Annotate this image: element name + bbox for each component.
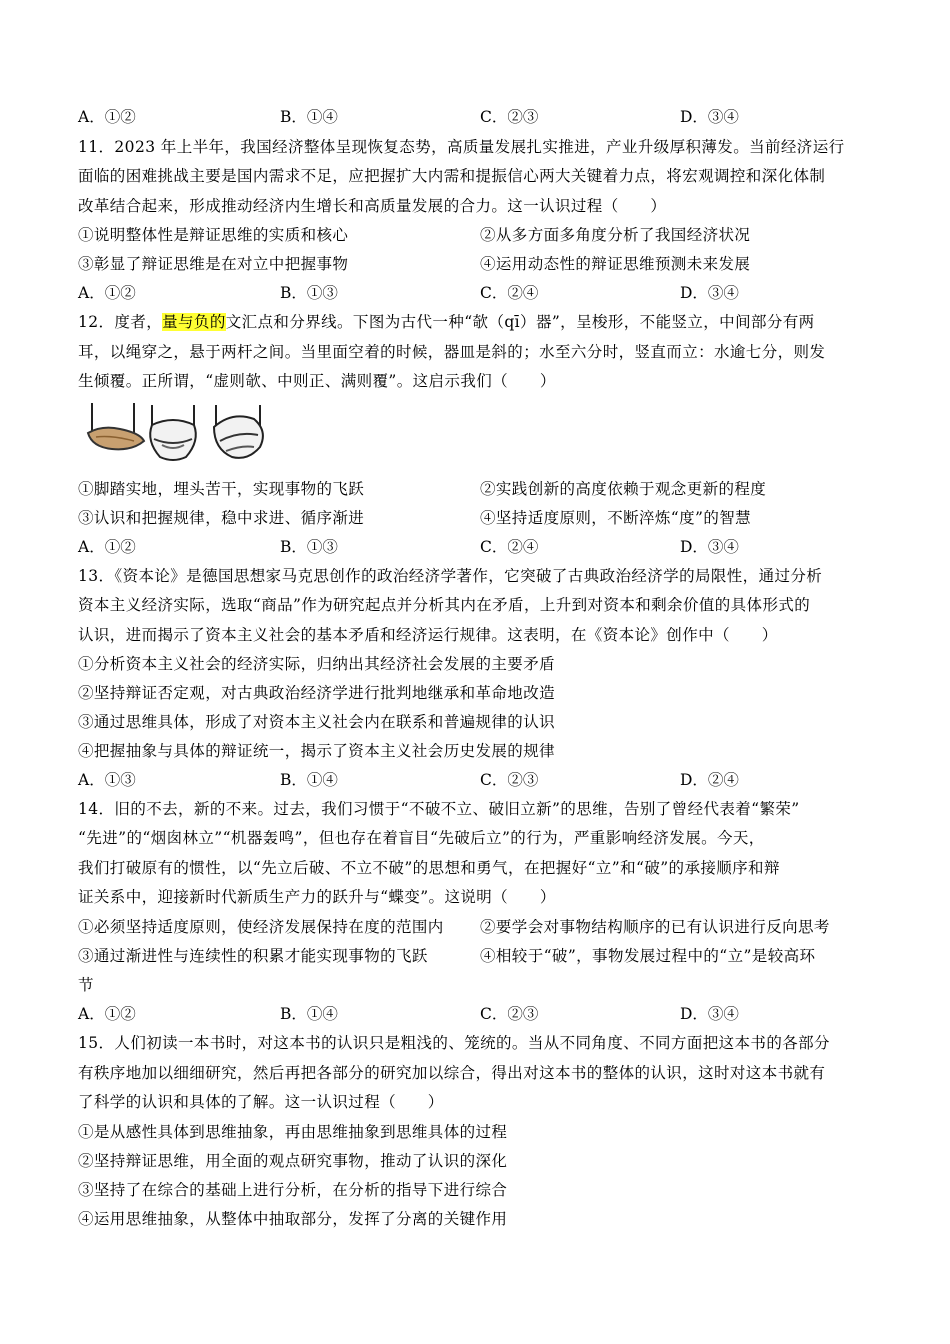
q12-option-1: ①脚踏实地，埋头苦干，实现事物的飞跃 <box>78 480 365 498</box>
q13-option-1: ①分析资本主义社会的经济实际，归纳出其经济社会发展的主要矛盾 <box>78 655 556 673</box>
q10-answer-c[interactable]: C．②③ <box>480 108 539 126</box>
q13-option-4: ④把握抽象与具体的辩证统一，揭示了资本主义社会历史发展的规律 <box>78 742 556 760</box>
vessel-full-overturned <box>214 405 263 458</box>
q14-options-row-1 <box>78 917 878 937</box>
q11-option-4: ④运用动态性的辩证思维预测未来发展 <box>480 255 751 273</box>
q13-answer-b[interactable]: B．①④ <box>280 771 338 789</box>
q12-answer-row <box>78 537 878 557</box>
q12-answer-b[interactable]: B．①③ <box>280 538 338 556</box>
vessel-half-upright <box>150 405 196 460</box>
q15-option-2: ②坚持辩证思维，用全面的观点研究事物，推动了认识的深化 <box>78 1152 508 1170</box>
q11-answer-c[interactable]: C．②④ <box>480 284 539 302</box>
q11-stem-line-1: 11．2023 年上半年，我国经济整体呈现恢复态势，高质量发展扎实推进，产业升级厚积薄发。当前经济运行 <box>78 138 845 156</box>
q12-answer-d[interactable]: D．③④ <box>680 538 739 556</box>
q15-option-4: ④运用思维抽象，从整体中抽取部分，发挥了分离的关键作用 <box>78 1210 508 1228</box>
q11-stem-line-2: 面临的困难挑战主要是国内需求不足，应把握扩大内需和提振信心两大关键着力点，将宏观调控和深化体制 <box>78 167 826 185</box>
q14-answer-c[interactable]: C．②③ <box>480 1005 539 1023</box>
q14-option-4-continued: 节 <box>78 976 94 994</box>
q12-stem-suffix: 文汇点和分界线。下图为古代一种“欹（qī）器”，呈梭形，不能竖立，中间部分有两 <box>225 313 815 331</box>
q13-stem-line-1: 13．《资本论》是德国思想家马克思创作的政治经济学著作，它突破了古典政治经济学的局限性，通过分析 <box>78 567 823 585</box>
q13-answer-row <box>78 770 878 790</box>
q12-option-4: ④坚持适度原则，不断淬炼“度”的智慧 <box>480 509 752 527</box>
vessel-empty-tilted <box>88 403 144 449</box>
q12-options-row-1 <box>78 479 878 499</box>
q14-option-1: ①必须坚持适度原则，使经济发展保持在度的范围内 <box>78 918 444 936</box>
q15-option-3: ③坚持了在综合的基础上进行分析，在分析的指导下进行综合 <box>78 1181 508 1199</box>
q12-option-3: ③认识和把握规律，稳中求进、循序渐进 <box>78 509 365 527</box>
q14-stem-line-2: “先进”的“烟囱林立”“机器轰鸣”，但也存在着盲目“先破后立”的行为，严重影响经济发展。今天， <box>78 829 765 847</box>
q14-stem-line-4: 证关系中，迎接新时代新质生产力的跃升与“蝶变”。这说明（ ） <box>78 888 556 906</box>
q15-stem-line-1: 15．人们初读一本书时，对这本书的认识只是粗浅的、笼统的。当从不同角度、不同方面把这本书的各部分 <box>78 1034 830 1052</box>
q12-stem-line-3: 生倾覆。正所谓，“虚则欹、中则正、满则覆”。这启示我们（ ） <box>78 372 556 390</box>
q13-answer-c[interactable]: C．②③ <box>480 771 539 789</box>
q13-stem-line-2: 资本主义经济实际，选取“商品”作为研究起点并分析其内在矛盾，上升到对资本和剩余价值的具体形式的 <box>78 596 811 614</box>
q14-stem-line-3: 我们打破原有的惯性，以“先立后破、不立不破”的思想和勇气，在把握好“立”和“破”的承接顺序和辩 <box>78 859 780 877</box>
q11-option-2: ②从多方面多角度分析了我国经济状况 <box>480 226 751 244</box>
qi-vessel-figure <box>82 401 272 465</box>
q14-option-4: ④相较于“破”，事物发展过程中的“立”是较高环 <box>480 947 816 965</box>
q13-answer-d[interactable]: D．②④ <box>680 771 739 789</box>
q12-options-row-2 <box>78 508 878 528</box>
q11-option-3: ③彰显了辩证思维是在对立中把握事物 <box>78 255 349 273</box>
q14-stem-line-1: 14．旧的不去，新的不来。过去，我们习惯于“不破不立、破旧立新”的思维，告别了曾经代表着“繁荣” <box>78 800 800 818</box>
q12-answer-a[interactable]: A．①② <box>78 538 136 556</box>
q12-option-2: ②实践创新的高度依赖于观念更新的程度 <box>480 480 767 498</box>
q10-answer-d[interactable]: D．③④ <box>680 108 739 126</box>
q13-option-3: ③通过思维具体，形成了对资本主义社会内在联系和普遍规律的认识 <box>78 713 556 731</box>
q14-answer-row <box>78 1004 878 1024</box>
q11-answer-row <box>78 283 878 303</box>
q12-highlighted-text: 量与负的 <box>162 313 226 331</box>
q11-option-1: ①说明整体性是辩证思维的实质和核心 <box>78 226 349 244</box>
q14-answer-b[interactable]: B．①④ <box>280 1005 338 1023</box>
q15-option-1: ①是从感性具体到思维抽象，再由思维抽象到思维具体的过程 <box>78 1123 508 1141</box>
q13-stem-line-3: 认识，进而揭示了资本主义社会的基本矛盾和经济运行规律。这表明，在《资本论》创作中（ ） <box>78 626 778 644</box>
q13-answer-a[interactable]: A．①③ <box>78 771 136 789</box>
q15-stem-line-3: 了科学的认识和具体的了解。这一认识过程（ ） <box>78 1093 444 1111</box>
q14-option-2: ②要学会对事物结构顺序的已有认识进行反向思考 <box>480 918 830 936</box>
q11-options-row-2 <box>78 254 878 274</box>
q13-option-2: ②坚持辩证否定观，对古典政治经济学进行批判地继承和革命地改造 <box>78 684 556 702</box>
q12-stem-line-1 <box>78 312 878 332</box>
q10-answer-a[interactable]: A．①② <box>78 108 136 126</box>
q10-answer-row <box>78 107 878 127</box>
q12-answer-c[interactable]: C．②④ <box>480 538 539 556</box>
q11-stem-line-3: 改革结合起来，形成推动经济内生增长和高质量发展的合力。这一认识过程（ ） <box>78 197 667 215</box>
q10-answer-b[interactable]: B．①④ <box>280 108 338 126</box>
q14-option-3: ③通过渐进性与连续性的积累才能实现事物的飞跃 <box>78 947 428 965</box>
q14-answer-a[interactable]: A．①② <box>78 1005 136 1023</box>
q11-answer-d[interactable]: D．③④ <box>680 284 739 302</box>
q12-stem-prefix: 12．度者， <box>78 313 163 331</box>
q14-options-row-2 <box>78 946 878 966</box>
q11-options-row-1 <box>78 225 878 245</box>
q14-answer-d[interactable]: D．③④ <box>680 1005 739 1023</box>
q11-answer-b[interactable]: B．①③ <box>280 284 338 302</box>
q11-answer-a[interactable]: A．①② <box>78 284 136 302</box>
q12-stem-line-2: 耳，以绳穿之，悬于两杆之间。当里面空着的时候，器皿是斜的；水至六分时，竖直而立：水逾七分，则发 <box>78 343 826 361</box>
q15-stem-line-2: 有秩序地加以细细研究，然后再把各部分的研究加以综合，得出对这本书的整体的认识，这时对这本书就有 <box>78 1064 826 1082</box>
